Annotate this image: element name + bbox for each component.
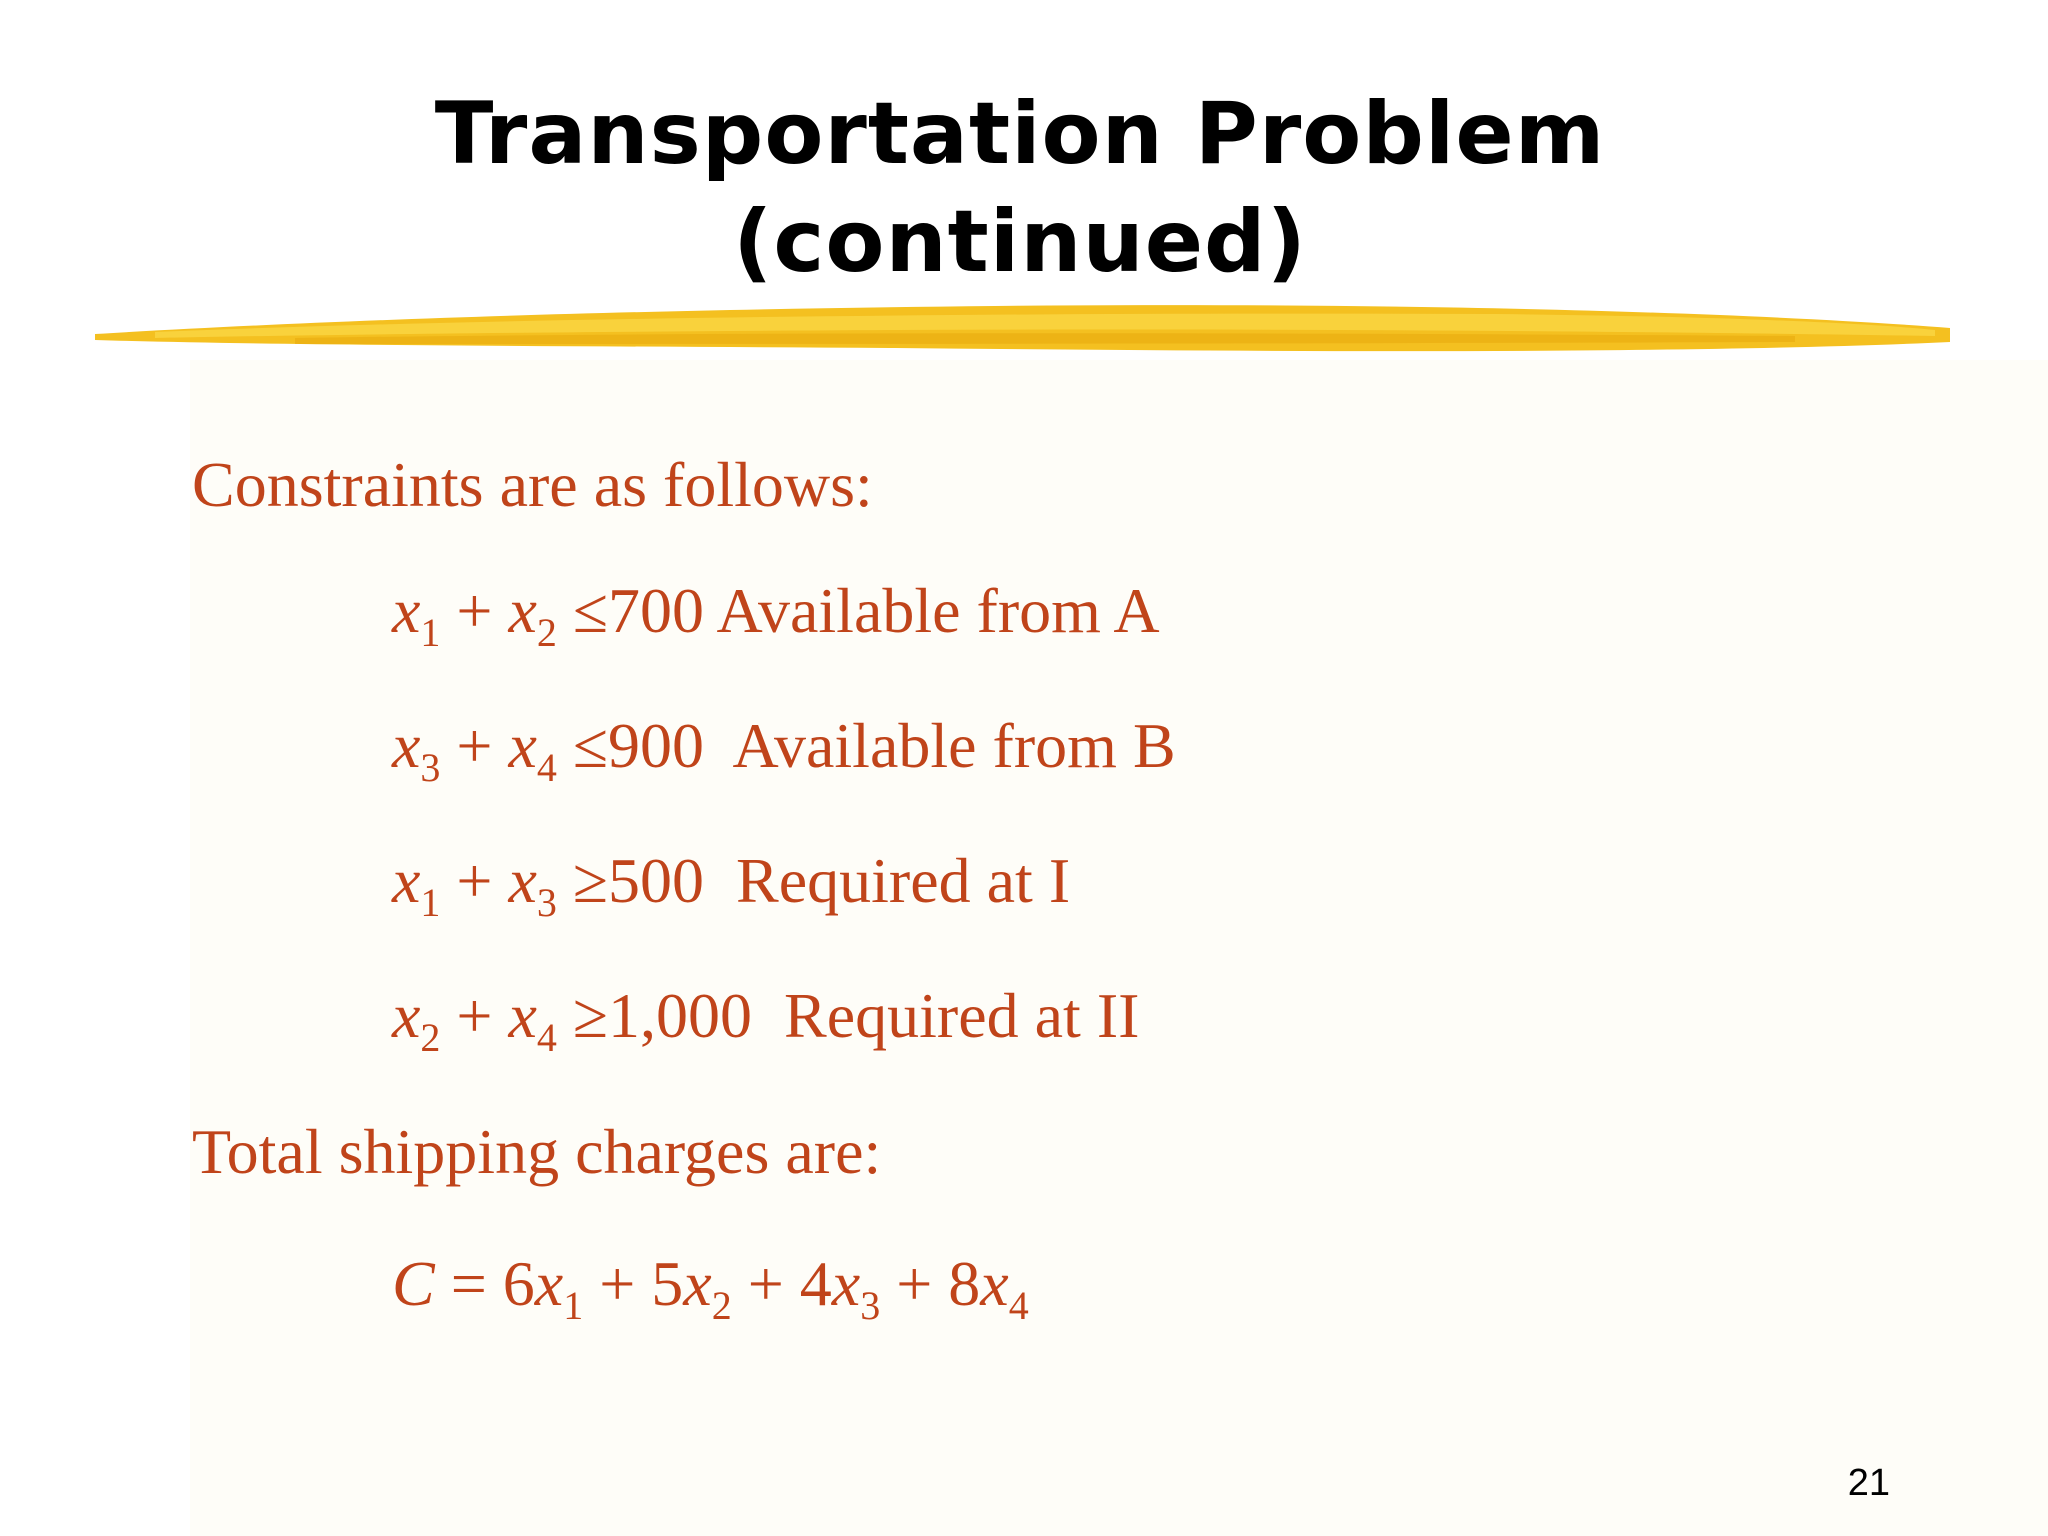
title-line-1: Transportation Problem <box>434 84 1606 184</box>
subscript: 1 <box>563 1283 584 1328</box>
var: x <box>980 1248 1009 1319</box>
subscript: 3 <box>860 1283 881 1328</box>
content-background <box>190 360 2048 1536</box>
subscript: 2 <box>420 1015 441 1060</box>
rhs-value: 500 <box>608 845 705 916</box>
subscript: 1 <box>420 880 441 925</box>
slide-title <box>300 80 1740 296</box>
operator: + <box>456 575 493 646</box>
operator: + <box>747 1248 784 1319</box>
subscript: 4 <box>1008 1283 1029 1328</box>
constraints-intro: Constraints are as follows: <box>192 449 873 520</box>
constraint-available-b <box>392 708 1176 790</box>
subscript: 3 <box>536 880 557 925</box>
operator: + <box>456 710 493 781</box>
cost-var: C <box>392 1248 435 1319</box>
relation: ≤ <box>572 710 609 781</box>
cost-equation <box>392 1246 1029 1328</box>
var: x <box>392 710 421 781</box>
rhs-value: 900 <box>608 710 705 781</box>
constraint-label: Required at II <box>784 980 1140 1051</box>
var: x <box>508 980 537 1051</box>
constraint-label: Available from B <box>732 710 1176 781</box>
var: x <box>392 575 421 646</box>
coefficient: 6 <box>502 1248 535 1319</box>
var: x <box>683 1248 712 1319</box>
operator: + <box>896 1248 933 1319</box>
operator: + <box>599 1248 636 1319</box>
constraint-label: Required at I <box>736 845 1071 916</box>
equals: = <box>450 1248 487 1319</box>
constraint-required-i <box>392 843 1071 925</box>
title-line-2: (continued) <box>733 192 1307 292</box>
constraint-label: Available from A <box>716 575 1160 646</box>
subscript: 2 <box>711 1283 732 1328</box>
subscript: 1 <box>420 610 441 655</box>
relation: ≥ <box>572 845 609 916</box>
relation: ≤ <box>572 575 609 646</box>
brush-stroke-divider <box>95 292 1950 362</box>
page-number: 21 <box>1847 1462 1890 1504</box>
var: x <box>392 845 421 916</box>
operator: + <box>456 980 493 1051</box>
var: x <box>392 980 421 1051</box>
var: x <box>508 575 537 646</box>
coefficient: 4 <box>799 1248 832 1319</box>
var: x <box>534 1248 564 1319</box>
rhs-value: 700 <box>608 575 705 646</box>
constraint-available-a <box>392 573 1160 655</box>
subscript: 3 <box>420 745 441 790</box>
coefficient: 5 <box>651 1248 684 1319</box>
subscript: 2 <box>536 610 557 655</box>
operator: + <box>456 845 493 916</box>
rhs-value: 1,000 <box>608 980 753 1051</box>
subscript: 4 <box>536 745 557 790</box>
constraint-required-ii <box>392 978 1140 1060</box>
cost-intro: Total shipping charges are: <box>192 1116 882 1187</box>
subscript: 4 <box>536 1015 557 1060</box>
relation: ≥ <box>572 980 609 1051</box>
var: x <box>508 845 537 916</box>
var: x <box>831 1248 861 1319</box>
coefficient: 8 <box>948 1248 981 1319</box>
var: x <box>508 710 537 781</box>
